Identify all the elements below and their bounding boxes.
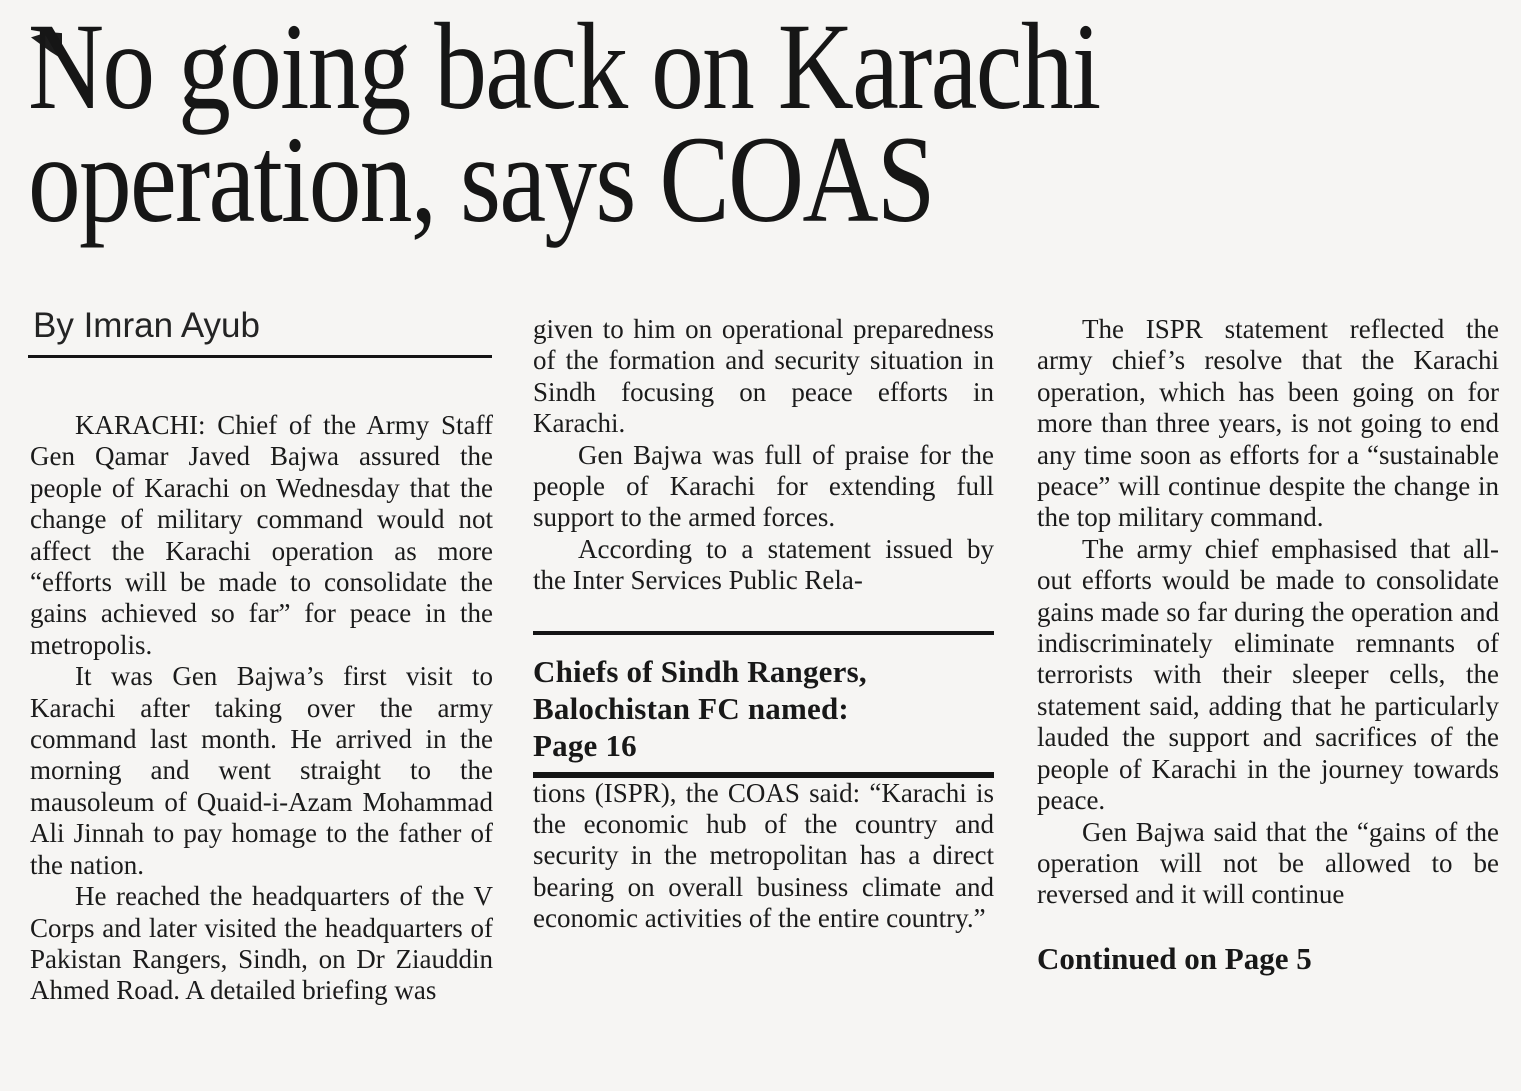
article-paragraph: Gen Bajwa said that the “gains of the operation will not be allowed to be reversed and it will continue (1037, 816, 1499, 910)
callout-line-3: Page 16 (533, 727, 637, 763)
article-paragraph: He reached the headquarters of the V Corps and later visited the headquarters of Pakistan Rangers, Sindh, on Dr Ziauddin Ahmed Road. A detailed briefing was (30, 881, 493, 1006)
article-paragraph: Gen Bajwa was full of praise for the people of Karachi for extending full support to the armed forces. (533, 439, 994, 533)
continued-on-page-notice: Continued on Page 5 (1037, 940, 1312, 976)
article-headline (28, 0, 1100, 248)
article-column-2 (533, 314, 994, 935)
article-column-3 (1037, 314, 1499, 977)
byline-rule (28, 355, 492, 358)
byline-block (33, 306, 493, 358)
article-paragraph: According to a statement issued by the Inter Services Public Rela- (533, 533, 994, 596)
article-paragraph: KARACHI: Chief of the Army Staff Gen Qamar Javed Bajwa assured the people of Karachi on Wednesday that the change of military command would not affect the Karachi operation as more “efforts will be made to consolidate the gains achieved so far” for peace in the metropolis. (30, 410, 493, 660)
callout-line-2: Balochistan FC named: (533, 690, 849, 726)
cross-reference-callout (533, 631, 994, 778)
article-column-1 (30, 410, 493, 1007)
article-paragraph: It was Gen Bajwa’s first visit to Karachi after taking over the army command last month. He arrived in the morning and went straight to the mausoleum of Quaid-i-Azam Mohammad Ali Jinnah to pay homage to the father of the nation. (30, 661, 493, 880)
callout-line-1: Chiefs of Sindh Rangers, (533, 653, 867, 689)
article-paragraph: tions (ISPR), the COAS said: “Karachi is the economic hub of the country and security in the metropolitan has a direct bearing on overall business climate and economic activities of the entire country.” (533, 777, 994, 934)
article-paragraph: given to him on operational preparedness of the formation and security situation in Sindh focusing on peace efforts in Karachi. (533, 314, 994, 439)
article-paragraph: The ISPR statement reflected the army chief’s resolve that the Karachi operation, which has been going on for more than three years, is not going to end any time soon as efforts for a “sustainable peace” will continue despite the change in the top military command. (1037, 314, 1499, 533)
byline-author: By Imran Ayub (33, 306, 260, 345)
headline-line-2: operation, says COAS (28, 111, 934, 248)
headline-line-1: No going back on Karachi (28, 0, 1100, 135)
article-paragraph: The army chief emphasised that all-out efforts would be made to consolidate gains made so far during the operation and indiscriminately eliminate remnants of terrorists with their sleeper cells, the statement said, adding that he particularly lauded the support and sacrifices of the people of Karachi in the journey towards peace. (1037, 533, 1499, 816)
